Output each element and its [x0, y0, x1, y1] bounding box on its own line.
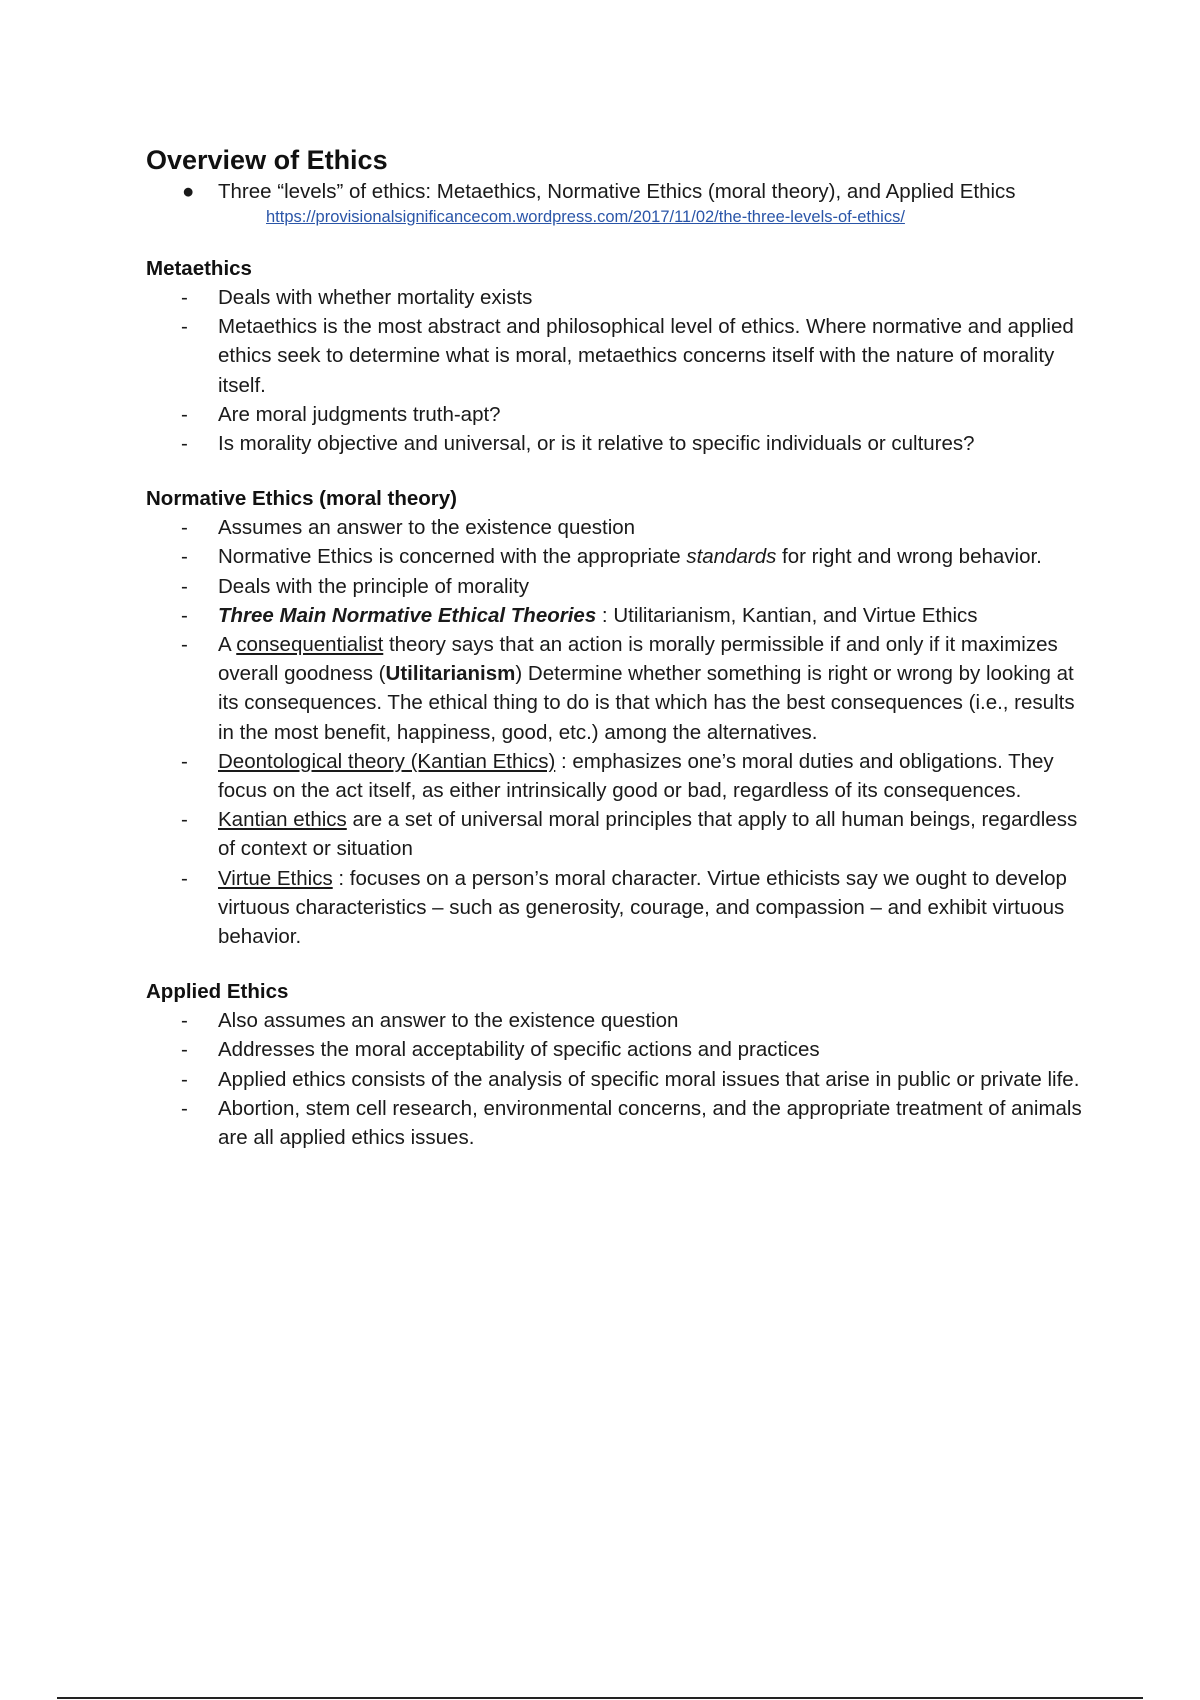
list-item [146, 572, 1086, 601]
section-heading: Applied Ethics [146, 980, 289, 1004]
dash-icon: - [181, 286, 188, 309]
dash-icon: - [181, 633, 188, 657]
dash-icon: - [181, 749, 188, 773]
term-utilitarianism: Utilitarianism [385, 662, 516, 686]
term-deontological: Deontological theory (Kantian Ethics) [218, 749, 556, 773]
dash-icon: - [181, 574, 188, 598]
item-text: Assumes an answer to the existence question [218, 516, 636, 540]
applied-list [146, 1006, 1086, 1152]
list-item [146, 1035, 1086, 1064]
reference-link[interactable]: https://provisionalsignificancecom.wordpress.com/2017/11/02/the-three-levels-of-ethics/ [266, 208, 905, 226]
term-kantian-ethics: Kantian ethics [218, 808, 347, 832]
dash-icon: - [181, 603, 188, 627]
item-text: for right and wrong behavior. [776, 545, 1042, 569]
item-text: : Utilitarianism, Kantian, and Virtue Ethics [596, 603, 978, 627]
metaethics-list [146, 283, 1086, 458]
emphasis-main-theories: Three Main Normative Ethical Theories [218, 603, 597, 627]
item-text: Addresses the moral acceptability of specific actions and practices [218, 1038, 820, 1062]
list-item [146, 1065, 1086, 1094]
dash-icon: - [181, 432, 188, 456]
dash-icon: - [181, 516, 188, 540]
section-heading: Normative Ethics (moral theory) [146, 487, 457, 511]
item-text: : emphasizes one’s moral duties and obligations. They focus on the act itself, as either intrinsically good or bad, regardless of its consequences. [218, 749, 1054, 803]
section-normative-ethics [146, 484, 1086, 951]
list-item [146, 1006, 1086, 1035]
reference-link-line [266, 206, 1086, 228]
list-item [146, 312, 1086, 400]
bullet-icon: ● [182, 180, 195, 203]
dash-icon: - [181, 1038, 188, 1062]
list-item [146, 630, 1086, 747]
dash-icon: - [181, 315, 188, 339]
term-virtue-ethics: Virtue Ethics [218, 866, 333, 890]
section-heading: Metaethics [146, 257, 252, 280]
item-text: Applied ethics consists of the analysis of specific moral issues that arise in public or private life. [218, 1067, 1080, 1091]
item-text: Also assumes an answer to the existence question [218, 1009, 679, 1033]
list-item [146, 400, 1086, 429]
item-text: Are moral judgments truth-apt? [218, 402, 501, 426]
intro-text: Three “levels” of ethics: Metaethics, Normative Ethics (moral theory), and Applied Ethics [218, 180, 1016, 203]
term-consequentialist: consequentialist [236, 633, 384, 657]
footer-divider [57, 1697, 1143, 1699]
dash-icon: - [181, 866, 188, 890]
list-item [146, 601, 1086, 630]
item-text: are a set of universal moral principles that apply to all human beings, regardless of context or situation [218, 808, 1078, 861]
dash-icon: - [181, 402, 188, 426]
item-text: : focuses on a person’s moral character. Virtue ethicists say we ought to develop virtuous characteristics – such as generosity, courage, and compassion – and exhibit virtuous behavior. [218, 866, 1067, 949]
list-item [146, 805, 1086, 863]
item-text: Metaethics is the most abstract and philosophical level of ethics. Where normative and applied ethics seek to determine what is moral, metaethics concerns itself with the nature of morality itself. [218, 315, 1074, 397]
list-item [146, 429, 1086, 458]
item-text: A [218, 633, 237, 657]
document-page [146, 143, 1086, 1152]
list-item [146, 542, 1086, 571]
normative-list [146, 513, 1086, 951]
list-item [146, 1094, 1086, 1152]
intro-list [146, 177, 1086, 206]
item-text: Deals with whether mortality exists [218, 286, 533, 309]
dash-icon: - [181, 1067, 188, 1091]
item-text: ) Determine whether something is right or wrong by looking at its consequences. The ethical thing to do is that which has the best consequences (i.e., results in the most benefit, happiness, good, etc.) among the alternatives. [218, 662, 1075, 744]
list-item [146, 283, 1086, 312]
emphasis-standards: standards [686, 545, 777, 569]
item-text: theory says that an action is morally permissible if and only if it maximizes overall goodness ( [218, 633, 1058, 686]
dash-icon: - [181, 808, 188, 832]
item-text: Normative Ethics is concerned with the appropriate [218, 545, 687, 569]
dash-icon: - [181, 1096, 188, 1120]
dash-icon: - [181, 1009, 188, 1033]
document-title: Overview of Ethics [146, 145, 388, 175]
section-metaethics [146, 254, 1086, 458]
item-text: Deals with the principle of morality [218, 574, 530, 598]
item-text: Is morality objective and universal, or is it relative to specific individuals or cultures? [218, 432, 975, 456]
list-item [146, 747, 1086, 805]
item-text: Abortion, stem cell research, environmental concerns, and the appropriate treatment of animals are all applied ethics issues. [218, 1096, 1082, 1150]
dash-icon: - [181, 545, 188, 569]
section-applied-ethics [146, 977, 1086, 1152]
intro-item [146, 177, 1086, 206]
list-item [146, 513, 1086, 542]
list-item [146, 864, 1086, 952]
